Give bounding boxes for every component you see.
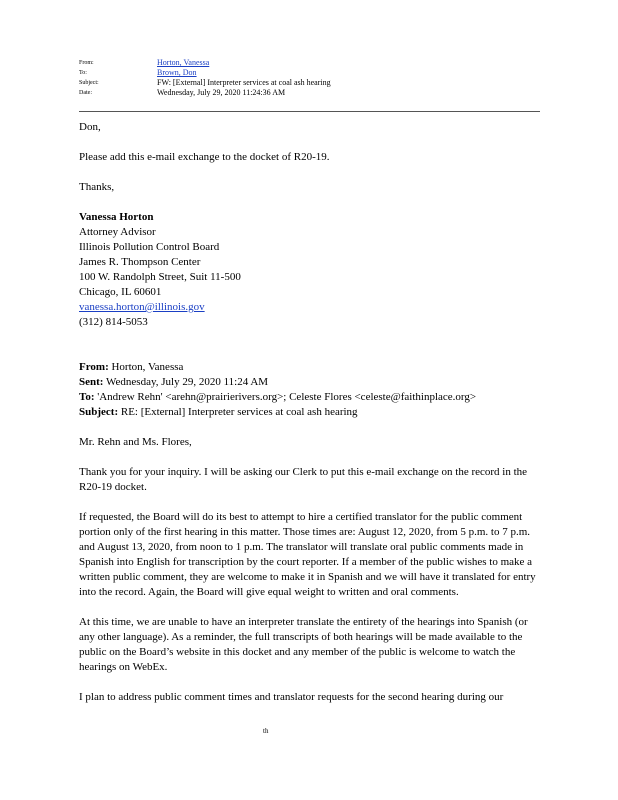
email-body (79, 120, 541, 720)
header-to-link[interactable]: Brown, Don (157, 68, 197, 77)
fwd-from-label: From: (79, 361, 109, 373)
header-date-label: Date: (79, 90, 92, 96)
signature-phone: (312) 814-5053 (79, 316, 148, 328)
fwd-subject-row (79, 405, 541, 420)
signature-title: Attorney Advisor (79, 226, 156, 238)
header-date-value: Wednesday, July 29, 2020 11:24:36 AM (157, 88, 286, 97)
fwd-to-label: To: (79, 391, 95, 403)
request-text: Please add this e-mail exchange to the docket of R20-19. (79, 151, 330, 163)
spacer (79, 330, 541, 345)
paragraph-2: If requested, the Board will do its best to attempt to hire a certified translator for the public comment portion only of the first hearing in this matter. Those times are: August 12, 2020, from 5 p.m. to 7 p.m. and August 13, 2020, from noon to 1 p.m. The translator will translate oral public comments made in Spanish into English for transcription by the court reporter. If a member of the public wishes to make a written public comment, they are welcome to make it in Spanish and we will have it translated for entry into the record. Again, the Board will give equal weight to written and oral comments. (79, 511, 536, 598)
paragraph-4: I plan to address public comment times and translator requests for the second hearing during our (79, 691, 504, 703)
forwarded-header (79, 360, 541, 420)
fwd-sent-row (79, 375, 541, 390)
email-header (79, 58, 539, 98)
signature-block (79, 210, 541, 330)
header-subject-value: FW: [External] Interpreter services at coal ash hearing (157, 78, 331, 87)
header-subject-row (79, 78, 539, 88)
fwd-from-row (79, 360, 541, 375)
fwd-sent-value: Wednesday, July 29, 2020 11:24 AM (106, 376, 269, 388)
footer-mark: th (263, 727, 269, 735)
signature-email-link[interactable]: vanessa.horton@illinois.gov (79, 301, 205, 313)
signature-name: Vanessa Horton (79, 211, 154, 223)
signature-street: 100 W. Randolph Street, Suit 11-500 (79, 271, 241, 283)
thanks-text: Thanks, (79, 181, 115, 193)
signature-city: Chicago, IL 60601 (79, 286, 162, 298)
fwd-subject-value: RE: [External] Interpreter services at coal ash hearing (120, 406, 358, 418)
header-to-row (79, 68, 539, 78)
greeting: Don, (79, 121, 101, 133)
fwd-sent-label: Sent: (79, 376, 104, 388)
header-from-row (79, 58, 539, 68)
spacer (79, 345, 541, 360)
header-subject-label: Subject: (79, 80, 99, 86)
fwd-subject-label: Subject: (79, 406, 119, 418)
salutation: Mr. Rehn and Ms. Flores, (79, 436, 192, 448)
fwd-from-value: Horton, Vanessa (111, 361, 184, 373)
header-from-label: From: (79, 60, 94, 66)
header-to-label: To: (79, 70, 87, 76)
signature-building: James R. Thompson Center (79, 256, 201, 268)
fwd-to-value: 'Andrew Rehn' <arehn@prairierivers.org>; Celeste Flores <celeste@faithinplace.org> (97, 391, 477, 403)
header-from-link[interactable]: Horton, Vanessa (157, 58, 210, 67)
fwd-to-row (79, 390, 541, 405)
header-date-row (79, 88, 539, 98)
header-divider (79, 111, 540, 112)
paragraph-1: Thank you for your inquiry. I will be asking our Clerk to put this e-mail exchange on the record in the R20-19 docket. (79, 466, 528, 493)
paragraph-3: At this time, we are unable to have an interpreter translate the entirety of the hearings into Spanish (or any other language). As a reminder, the full transcripts of both hearings will be made available to the public on the Board’s website in this docket and any member of the public is welcome to watch the hearings on WebEx. (79, 616, 528, 673)
spacer (79, 420, 541, 435)
signature-org: Illinois Pollution Control Board (79, 241, 220, 253)
